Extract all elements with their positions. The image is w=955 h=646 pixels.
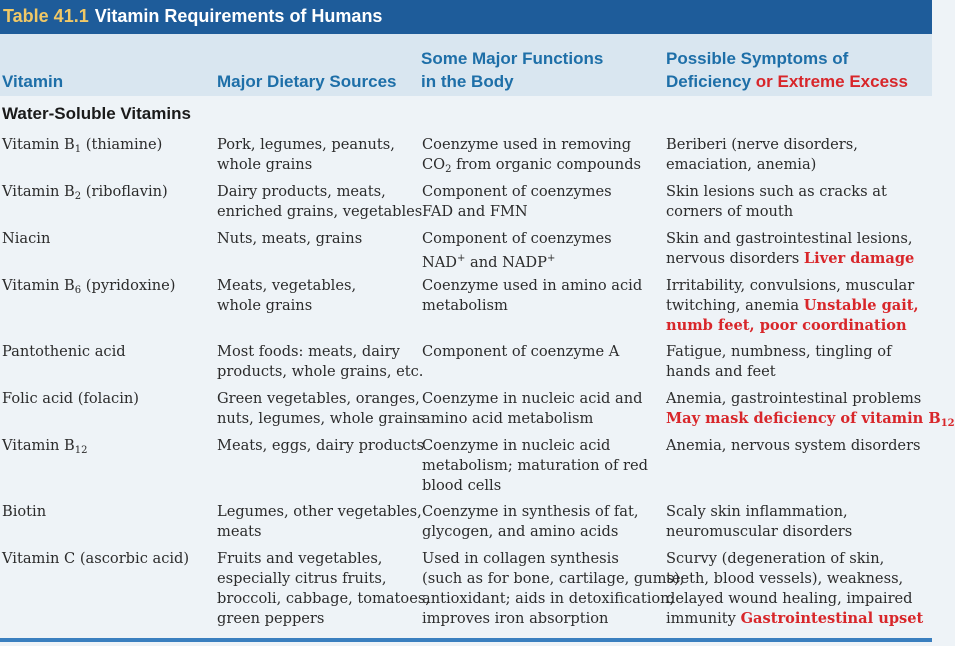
row-8-sources: Fruits and vegetables, especially citrus fruits, broccoli, cabbage, tomatoes, green peppers [217, 550, 430, 627]
row-1-sources: Dairy products, meats, enriched grains, vegetables [217, 183, 423, 220]
row-1-functions: Component of coenzymes FAD and FMN [422, 183, 612, 220]
row-0-symptoms: Beriberi (nerve disorders, emaciation, anemia) [666, 136, 858, 173]
row-2-excess: Liver damage [803, 250, 915, 267]
row-2-symptoms: Skin and gastrointestinal lesions, nervous disorders Liver damage [666, 230, 915, 267]
table-title: Vitamin Requirements of Humans [94, 6, 383, 26]
row-1-vitamin: Vitamin $B_2$ (riboflavin) [2, 183, 168, 202]
row-7-sources: Legumes, other vegetables, meats [217, 503, 422, 540]
section-label: Water-Soluble Vitamins [2, 104, 191, 123]
header-excess: or Extreme Excess [755, 72, 908, 91]
row-3-vitamin: Vitamin $B_6$ (pyridoxine) [2, 277, 176, 296]
row-8-functions: Used in collagen synthesis (such as for bone, cartilage, gums); antioxidant; aids in detoxification; improves iron absorption [422, 550, 685, 627]
header-symptoms-line2 [666, 70, 908, 93]
row-4-functions: Component of coenzyme A [422, 343, 620, 360]
header-symptoms-line1: Possible Symptoms of [666, 49, 849, 68]
row-6-symptoms: Anemia, nervous system disorders [666, 437, 921, 454]
header-functions-line2: in the Body [421, 72, 514, 91]
row-5-excess: May mask deficiency of vitamin $B_{12}$ [666, 410, 955, 429]
header-functions-line1: Some Major Functions [421, 49, 604, 68]
row-7-symptoms: Scaly skin inflammation, neuromuscular disorders [666, 503, 853, 540]
row-2-sources: Nuts, meats, grains [217, 230, 363, 247]
row-0-vitamin: Vitamin $B_1$ (thiamine) [2, 136, 163, 155]
table-title-bar [0, 0, 932, 34]
row-4-symptoms: Fatigue, numbness, tingling of hands and feet [666, 343, 892, 380]
row-3-excess-a: Unstable gait, [803, 297, 919, 314]
row-4-sources: Most foods: meats, dairy products, whole grains, etc. [217, 343, 424, 380]
row-3-functions: Coenzyme used in amino acid metabolism [422, 277, 643, 314]
row-7-functions: Coenzyme in synthesis of fat, glycogen, and amino acids [422, 503, 639, 540]
row-8-symptoms: Scurvy (degeneration of skin, teeth, blood vessels), weakness, delayed wound healing, impaired immunity Gastrointestinal upset [666, 550, 924, 627]
row-6-vitamin: Vitamin $B_{12}$ [2, 437, 88, 456]
row-7-vitamin: Biotin [2, 503, 47, 520]
row-0-functions: Coenzyme used in removing $CO_2$ from organic compounds [422, 136, 642, 175]
row-2-functions: Component of coenzymes NAD+ and NADP+ [422, 230, 612, 271]
bottom-rule [0, 638, 932, 642]
row-5-symptoms: Anemia, gastrointestinal problems May mask deficiency of vitamin $B_{12}$ [666, 389, 955, 434]
row-3-symptoms: Irritability, convulsions, muscular twitching, anemia Unstable gait, numb feet, poor coordination [666, 277, 919, 334]
header-vitamin: Vitamin [2, 72, 64, 91]
row-5-vitamin: Folic acid (folacin) [2, 390, 139, 407]
row-5-functions: Coenzyme in nucleic acid and amino acid metabolism [422, 390, 643, 427]
row-8-excess: Gastrointestinal upset [740, 610, 924, 627]
row-5-sources: Green vegetables, oranges, nuts, legumes, whole grains [217, 390, 425, 427]
row-4-vitamin: Pantothenic acid [2, 343, 126, 360]
header-sources: Major Dietary Sources [217, 72, 397, 91]
row-8-vitamin: Vitamin C (ascorbic acid) [2, 550, 190, 567]
row-3-sources: Meats, vegetables, whole grains [217, 277, 357, 314]
header-deficiency: Deficiency [666, 72, 752, 91]
row-6-sources: Meats, eggs, dairy products [217, 437, 424, 454]
row-3-excess-b: numb feet, poor coordination [666, 317, 907, 334]
table-number: Table 41.1 [3, 6, 89, 26]
row-1-symptoms: Skin lesions such as cracks at corners of mouth [666, 183, 887, 220]
row-6-functions: Coenzyme in nucleic acid metabolism; maturation of red blood cells [422, 437, 649, 494]
row-0-sources: Pork, legumes, peanuts, whole grains [217, 136, 395, 173]
row-2-vitamin: Niacin [2, 230, 51, 247]
